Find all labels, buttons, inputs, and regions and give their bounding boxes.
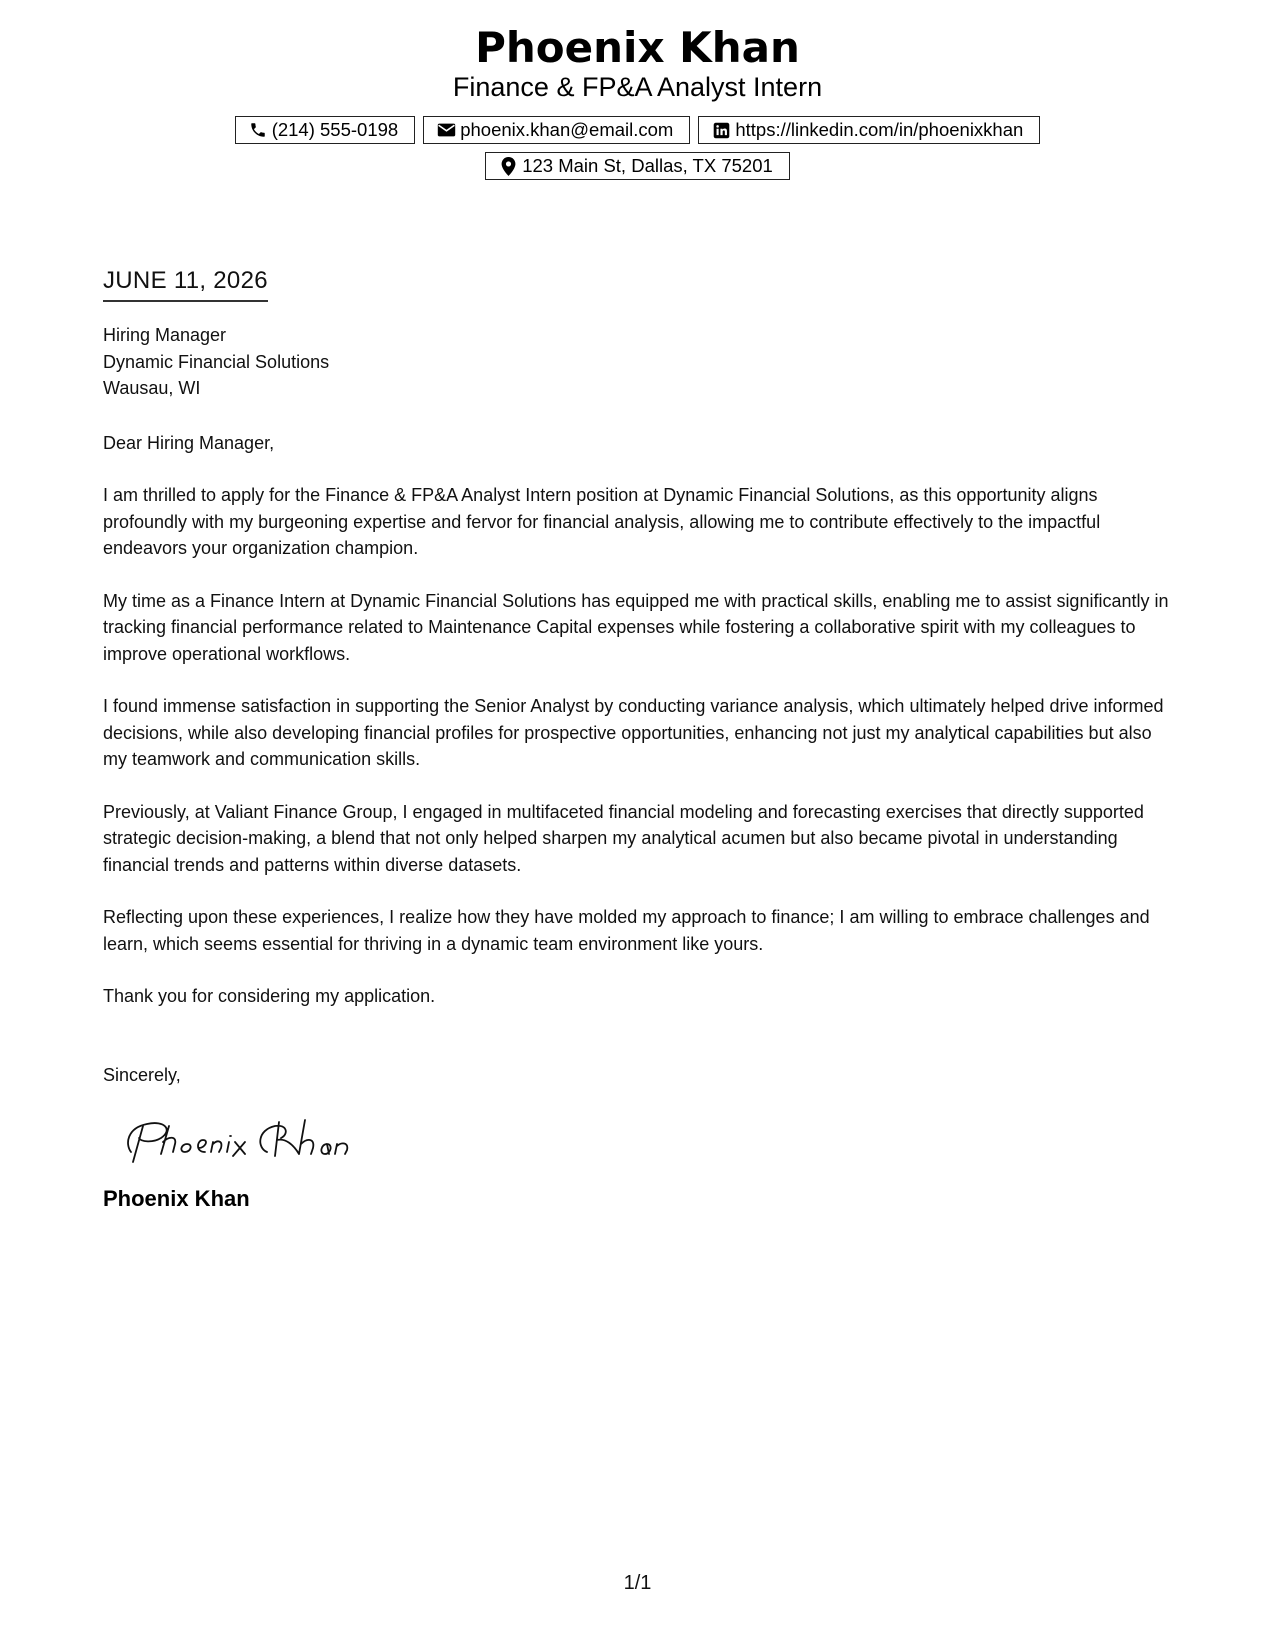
letter-date: JUNE 11, 2026 [103,266,268,302]
recipient-company: Dynamic Financial Solutions [103,351,330,372]
handwritten-signature [117,1108,357,1168]
linkedin-contact[interactable] [698,116,1040,144]
linkedin-icon [711,120,731,140]
paragraph-experience: My time as a Finance Intern at Dynamic Financial Solutions has equipped me with practical skills, enabling me to assist significantly in tracking financial performance related to Maintenance Capital expenses while fostering a collaborative spirit with my colleagues to improve operational workflows. [103,590,1169,664]
job-title: Finance & FP&A Analyst Intern [452,72,823,102]
contact-row-2 [0,152,1275,180]
signed-name: Phoenix Khan [103,1186,250,1211]
email-contact[interactable] [423,116,690,144]
applicant-name: Phoenix Khan [475,23,800,72]
street-address: 123 Main St, Dallas, TX 75201 [522,155,773,176]
recipient-block [103,322,1178,402]
recipient-location: Wausau, WI [103,378,201,398]
paragraph-thanks: Thank you for considering my application. [103,986,436,1006]
envelope-icon [436,120,456,140]
address-contact[interactable] [485,152,790,180]
linkedin-url: https://linkedin.com/in/phoenixkhan [735,119,1024,140]
letter-body [103,266,1178,1213]
phone-contact[interactable] [235,116,416,144]
closing: Sincerely, [103,1064,181,1085]
email-address: phoenix.khan@email.com [460,119,674,140]
map-pin-icon [498,156,518,176]
page-indicator: 1/1 [623,1572,652,1594]
paragraph-analysis: I found immense satisfaction in supporting the Senior Analyst by conducting variance analysis, which ultimately helped drive informed decisions, while also developing financial profiles for prospective opportunities, enhancing not just my analytical capabilities but also my teamwork and communication skills. [103,696,1164,769]
letter-header [0,22,1275,180]
paragraph-previous-role: Previously, at Valiant Finance Group, I engaged in multifaceted financial modeling and forecasting exercises that directly supported strategic decision-making, a blend that not only helped sharpen my analytical acumen but also became pivotal in understanding financial trends and patterns within diverse datasets. [103,801,1144,875]
phone-icon [248,120,268,140]
contact-row [0,116,1275,144]
phone-number: (214) 555-0198 [271,119,399,140]
paragraph-reflection: Reflecting upon these experiences, I realize how they have molded my approach to finance; I am willing to embrace challenges and learn, which seems essential for thriving in a dynamic team environment like yours. [103,907,1150,954]
salutation: Dear Hiring Manager, [103,432,275,453]
recipient-title: Hiring Manager [103,325,227,345]
paragraph-intro: I am thrilled to apply for the Finance & FP&A Analyst Intern position at Dynamic Financial Solutions, as this opportunity aligns profoundly with my burgeoning expertise and fervor for financial analysis, allowing me to contribute effectively to the impactful endeavors your organization champion. [103,485,1101,558]
